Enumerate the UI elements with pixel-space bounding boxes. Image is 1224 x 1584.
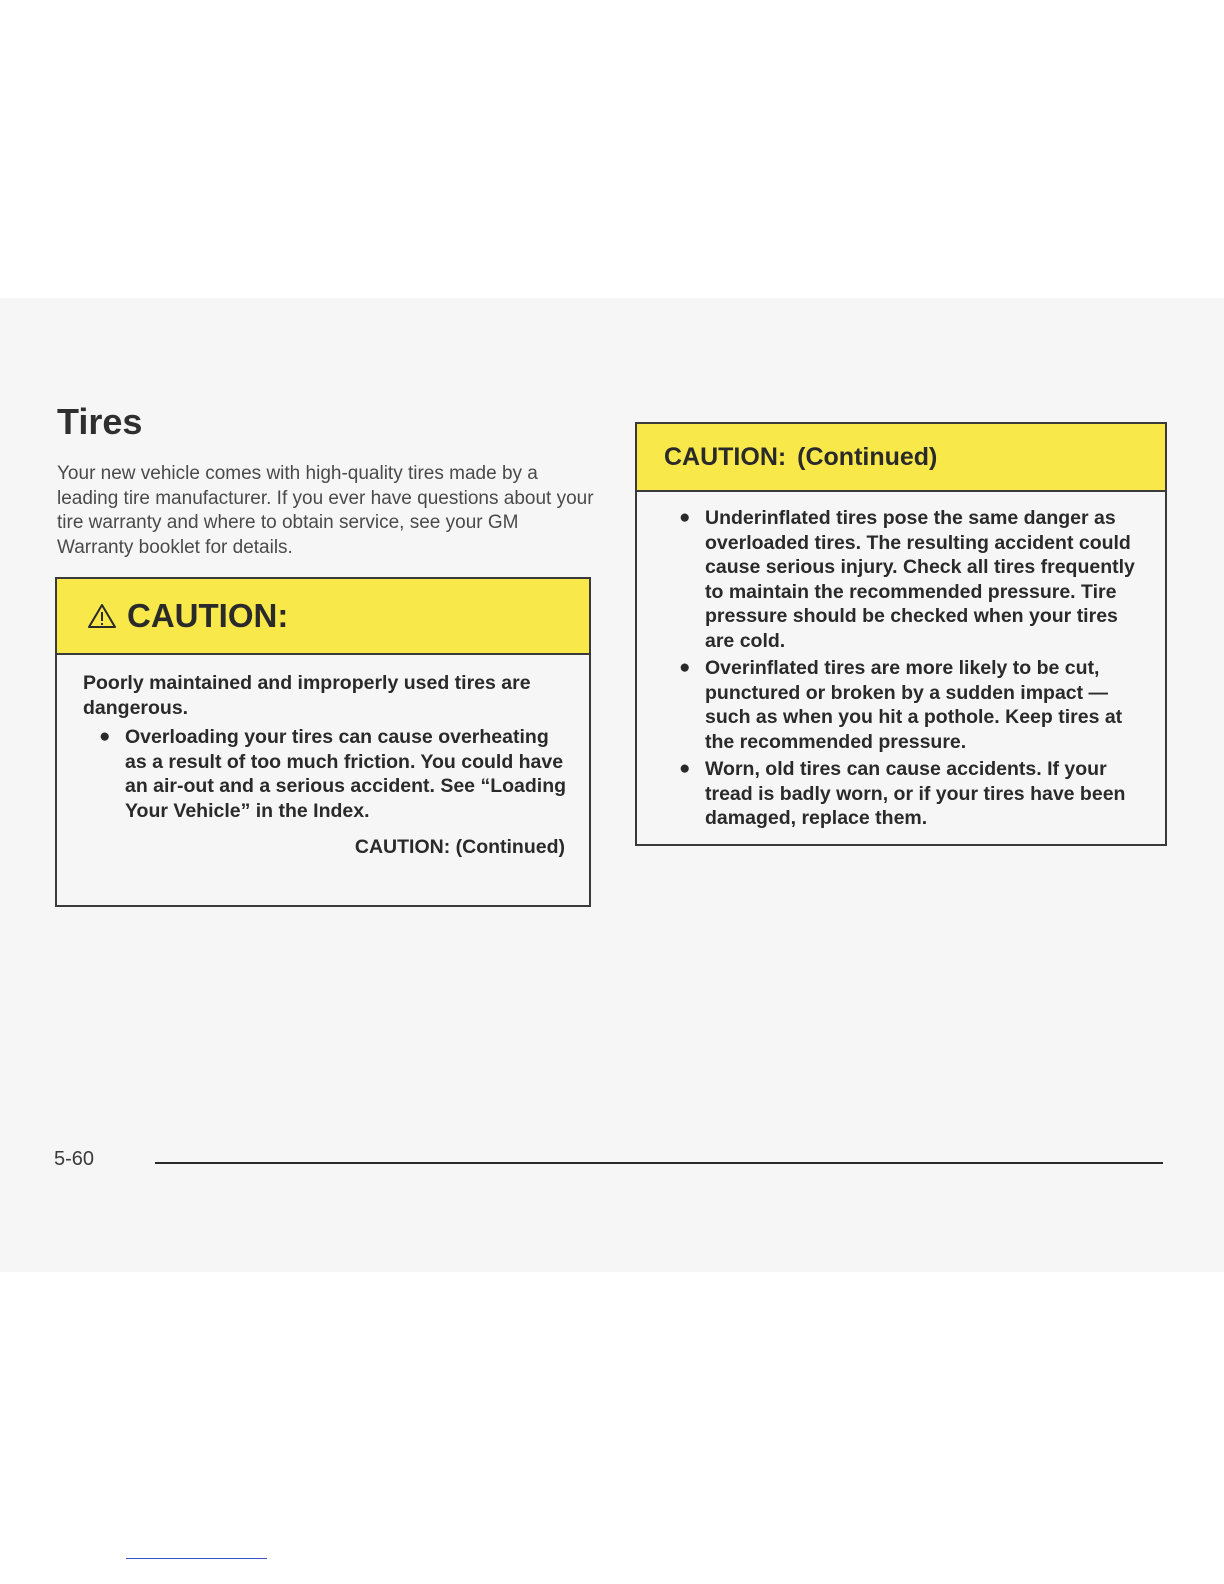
bullet-text: Worn, old tires can cause accidents. If your tread is badly worn, or if your tires have been damaged, replace them.	[705, 758, 1126, 829]
bullet-icon: ●	[679, 758, 691, 779]
warning-triangle-icon	[87, 602, 117, 630]
caution-box-2	[635, 422, 1167, 846]
bullet-text: Overinflated tires are more likely to be cut, punctured or broken by a sudden impact — such as when you hit a pothole. Keep tires at the recommended pressure.	[705, 657, 1123, 753]
list-item	[679, 757, 1145, 831]
page-number: 5-60	[54, 1148, 95, 1170]
footer-rule	[155, 1162, 1163, 1164]
caution-body-2	[637, 492, 1165, 831]
bullet-icon: ●	[679, 507, 691, 528]
intro-paragraph: Your new vehicle comes with high-quality tires made by a leading tire manufacturer. If you ever have questions about your tire warranty and where to obtain service, see your GM Warranty booklet for details.	[57, 463, 594, 558]
list-item	[99, 725, 569, 823]
caution-bullets-1	[83, 725, 569, 823]
caution-box-1	[55, 577, 591, 907]
list-item	[679, 656, 1145, 754]
caution-body-1	[57, 655, 589, 860]
bullet-icon: ●	[679, 657, 691, 678]
link-underline	[126, 1558, 267, 1559]
caution-heading-2: CAUTION: (Continued)	[664, 442, 938, 471]
bullet-icon: ●	[99, 726, 111, 747]
caution-bullets-2	[679, 506, 1145, 831]
bullet-text: Overloading your tires can cause overheating as a result of too much friction. You could have an air-out and a serious accident. See “Loading Your Vehicle” in the Index.	[125, 726, 567, 822]
caution-continued-note: CAUTION: (Continued)	[354, 836, 565, 858]
caution-lead: Poorly maintained and improperly used tires are dangerous.	[83, 672, 531, 719]
caution-header-1	[57, 579, 589, 655]
bullet-text: Underinflated tires pose the same danger as overloaded tires. The resulting accident could cause serious injury. Check all tires frequently to maintain the recommended pressure. Tire pressure should be checked when your tires are cold.	[705, 507, 1135, 652]
caution-heading-1: CAUTION:	[127, 597, 289, 634]
caution-header-2	[637, 424, 1165, 492]
section-title: Tires	[57, 401, 143, 442]
list-item	[679, 506, 1145, 653]
